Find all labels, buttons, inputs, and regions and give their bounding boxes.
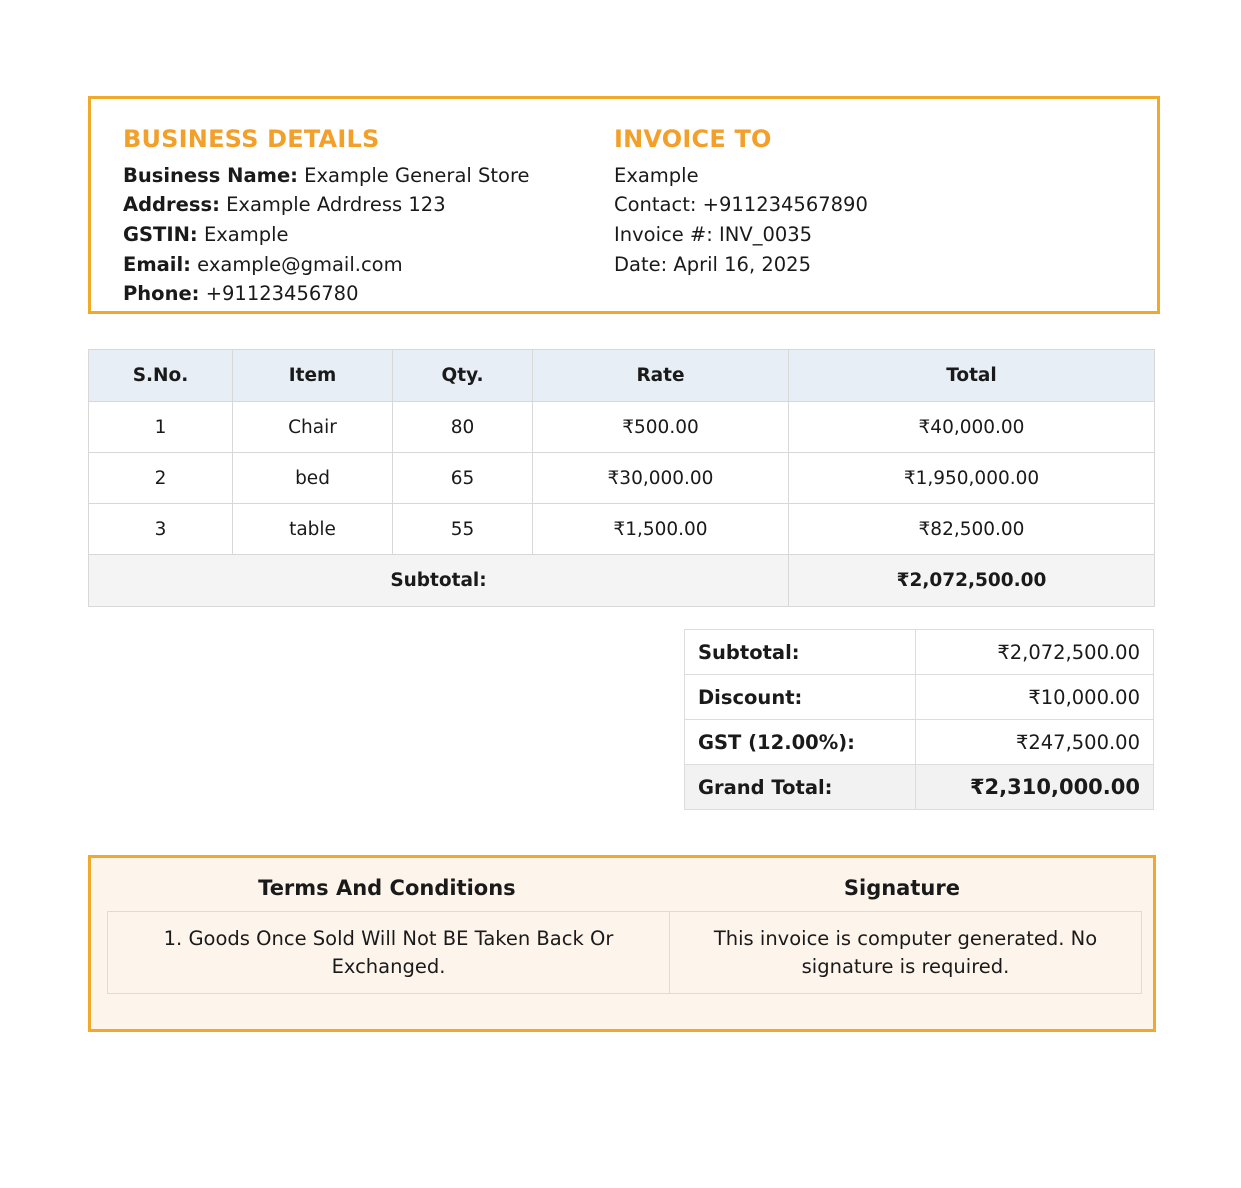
cell-qty: 55 [393,504,533,555]
business-address-line [123,190,596,220]
line-items-body [89,402,1155,555]
cell-total: ₹82,500.00 [789,504,1155,555]
business-details-heading: BUSINESS DETAILS [123,125,380,153]
table-row [89,504,1155,555]
totals-summary-body [685,630,1154,810]
cell-qty: 80 [393,402,533,453]
summary-value-gst: ₹247,500.00 [916,720,1154,765]
business-gstin-value: Example [203,223,289,247]
terms-signature-body [108,912,1142,994]
business-email-value: example@gmail.com [197,252,403,276]
totals-summary-table [684,629,1154,810]
cell-qty: 65 [393,453,533,504]
invoice-date: Date: April 16, 2025 [614,252,811,276]
summary-row-gst [685,720,1154,765]
invoice-header-box [88,96,1160,314]
business-phone-value: +91123456780 [205,282,359,306]
line-items-table [88,349,1155,607]
summary-label-grand-total: Grand Total: [685,765,916,810]
invoice-to-customer-name: Example [614,163,699,187]
cell-sno: 3 [89,504,233,555]
summary-label-gst: GST (12.00%): [685,720,916,765]
signature-text: This invoice is computer generated. No signature is required. [670,912,1142,994]
column-header-item: Item [233,350,393,402]
summary-row-discount [685,675,1154,720]
table-row [89,402,1155,453]
terms-heading: Terms And Conditions [258,876,516,900]
business-email-line [123,250,596,280]
summary-label-subtotal: Subtotal: [685,630,916,675]
business-gstin-line [123,220,596,250]
business-address-value: Example Adrdress 123 [226,193,446,217]
cell-sno: 2 [89,453,233,504]
invoice-to-section [596,125,1116,311]
column-header-qty: Qty. [393,350,533,402]
business-name-line [123,161,596,191]
business-name-value: Example General Store [304,163,530,187]
business-address-label: Address: [123,193,220,217]
table-row [108,912,1142,994]
column-header-sno: S.No. [89,350,233,402]
summary-value-grand-total: ₹2,310,000.00 [916,765,1154,810]
business-phone-label: Phone: [123,282,200,306]
subtotal-value: ₹2,072,500.00 [789,555,1155,607]
cell-rate: ₹1,500.00 [533,504,789,555]
business-details-section [91,125,596,311]
terms-text: 1. Goods Once Sold Will Not BE Taken Back Or Exchanged. [108,912,670,994]
table-row [89,453,1155,504]
terms-signature-box [88,855,1156,1032]
column-header-rate: Rate [533,350,789,402]
footer-headings-row [107,876,1137,900]
signature-heading: Signature [843,876,960,900]
summary-label-discount: Discount: [685,675,916,720]
invoice-to-heading: INVOICE TO [614,125,772,153]
line-items-footer [89,555,1155,607]
cell-item: table [233,504,393,555]
cell-rate: ₹500.00 [533,402,789,453]
table-header-row [89,350,1155,402]
summary-row-subtotal [685,630,1154,675]
business-name-label: Business Name: [123,163,298,187]
cell-total: ₹40,000.00 [789,402,1155,453]
invoice-number: Invoice #: INV_0035 [614,223,813,247]
cell-item: bed [233,453,393,504]
summary-value-subtotal: ₹2,072,500.00 [916,630,1154,675]
business-email-label: Email: [123,252,191,276]
table-subtotal-row [89,555,1155,607]
subtotal-label: Subtotal: [89,555,789,607]
business-gstin-label: GSTIN: [123,223,198,247]
cell-rate: ₹30,000.00 [533,453,789,504]
summary-row-grand-total [685,765,1154,810]
terms-signature-table [107,911,1142,994]
business-phone-line [123,279,596,309]
invoice-to-contact: Contact: +911234567890 [614,193,868,217]
cell-item: Chair [233,402,393,453]
line-items-header [89,350,1155,402]
cell-sno: 1 [89,402,233,453]
summary-value-discount: ₹10,000.00 [916,675,1154,720]
column-header-total: Total [789,350,1155,402]
cell-total: ₹1,950,000.00 [789,453,1155,504]
